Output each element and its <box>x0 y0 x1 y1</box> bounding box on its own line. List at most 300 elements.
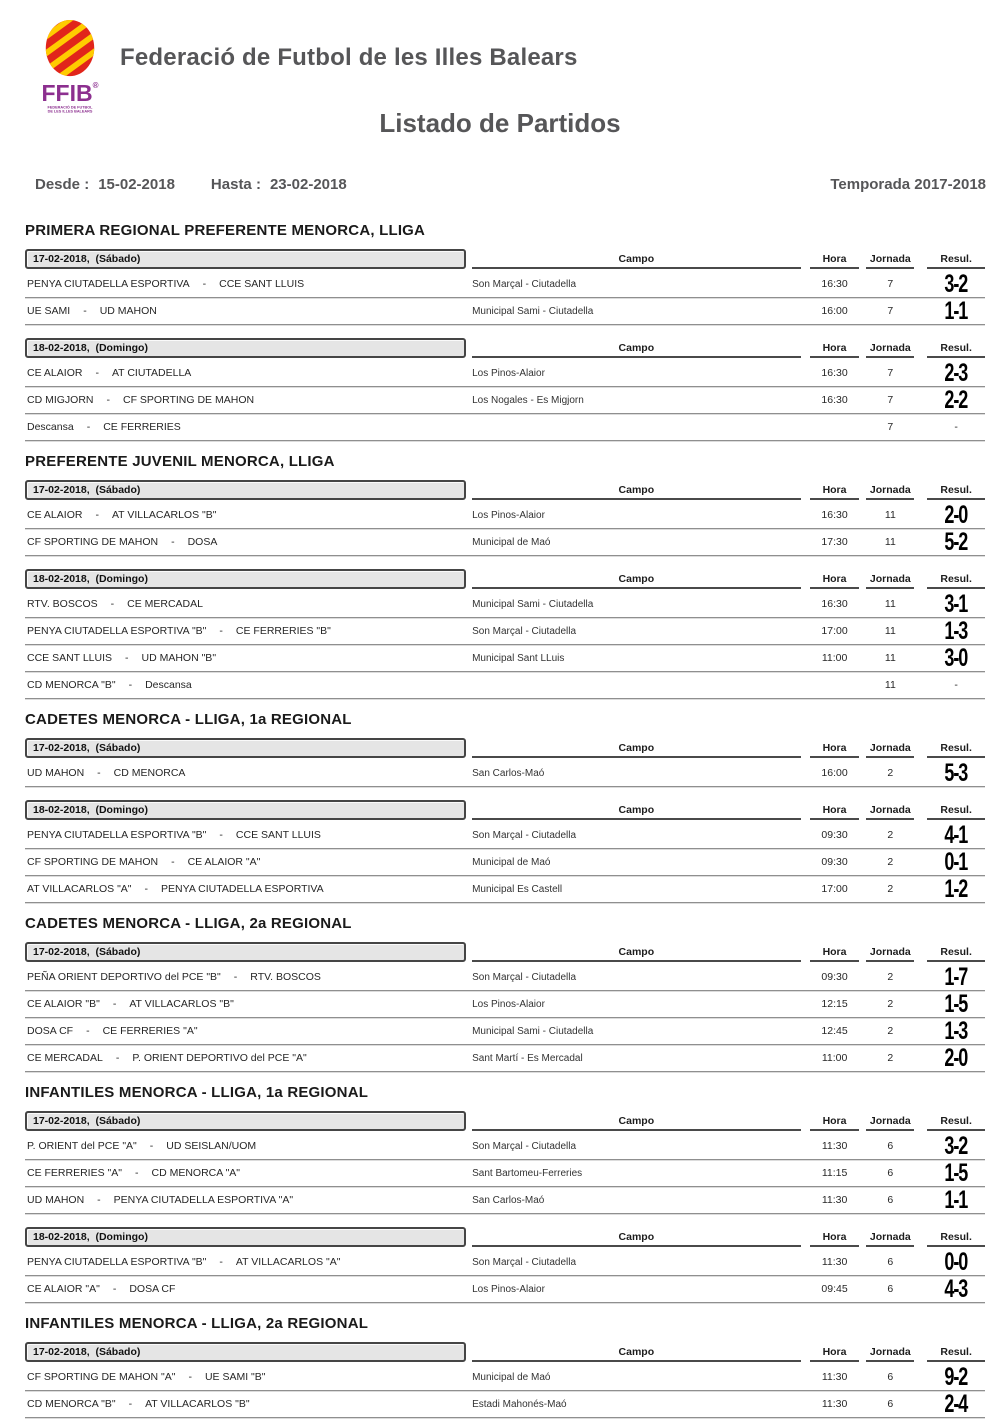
jornada-cell: 11 <box>884 679 896 691</box>
resul-cell <box>927 1187 985 1213</box>
date-box: 17-02-2018, (Sábado) <box>25 480 466 500</box>
result-score: 2-0 <box>944 1044 968 1072</box>
home-team: CD MENORCA "B" <box>27 679 116 691</box>
home-team: CD MIGJORN <box>27 394 94 406</box>
hora-cell: 11:00 <box>821 1052 848 1064</box>
away-team: UE SAMI "B" <box>204 1371 266 1383</box>
resul-column-header: Resul. <box>927 484 985 500</box>
section-title: INFANTILES MENORCA - LLIGA, 1a REGIONAL <box>25 1084 369 1101</box>
date-box: 18-02-2018, (Domingo) <box>25 1227 466 1247</box>
resul-column-header: Resul. <box>927 342 985 358</box>
table-row <box>25 502 985 529</box>
table-row <box>25 1133 985 1160</box>
table-header-row <box>25 799 985 820</box>
resul-cell <box>927 414 985 440</box>
result-score: 3-0 <box>944 644 968 672</box>
hora-column-header: Hora <box>810 253 860 269</box>
table-header-row <box>25 568 985 589</box>
match-cell <box>25 883 466 895</box>
away-team: UD SEISLAN/UOM <box>166 1140 257 1152</box>
table-header-row <box>25 737 985 758</box>
campo-cell: Municipal Es Castell <box>472 883 563 895</box>
table-header-row <box>25 941 985 962</box>
resul-cell <box>927 529 985 555</box>
table-row <box>25 849 985 876</box>
competition-section <box>25 1315 985 1418</box>
logo-subtext: FEDERACIÓ DE FUTBOL DE LES ILLES BALEARS <box>47 105 93 114</box>
table-row <box>25 591 985 618</box>
result-score: 1-3 <box>944 617 968 645</box>
vs-separator: - <box>115 1052 120 1064</box>
campo-column-header: Campo <box>472 573 801 589</box>
result-score: 3-2 <box>944 270 968 298</box>
vs-separator: - <box>219 625 223 637</box>
result-score: 0-0 <box>944 1248 968 1276</box>
campo-column-header: Campo <box>472 253 801 269</box>
hora-column-header: Hora <box>810 1115 860 1131</box>
result-score: 2-0 <box>944 501 968 529</box>
table-rows <box>25 591 985 699</box>
home-team: Descansa <box>27 421 74 433</box>
campo-cell: San Carlos-Maó <box>472 767 545 779</box>
result-score: 3-1 <box>944 590 968 618</box>
hora-column-header: Hora <box>810 946 860 962</box>
away-team: DOSA <box>187 536 218 548</box>
resul-cell <box>927 1276 985 1302</box>
section-tables <box>25 737 985 903</box>
hora-cell: 11:00 <box>821 652 848 664</box>
resul-column-header: Resul. <box>927 1346 985 1362</box>
campo-cell: Municipal Sami - Ciutadella <box>472 1025 594 1037</box>
result-score: 1-3 <box>944 1017 968 1045</box>
jornada-cell: 11 <box>884 625 896 637</box>
match-cell <box>25 1371 466 1383</box>
date-box: 17-02-2018, (Sábado) <box>25 249 466 269</box>
resul-cell <box>927 964 985 990</box>
vs-separator: - <box>106 394 110 406</box>
section-tables <box>25 479 985 699</box>
jornada-column-header: Jornada <box>866 946 914 962</box>
hora-cell: 11:30 <box>821 1194 848 1206</box>
match-cell <box>25 1140 466 1152</box>
home-team: CE FERRERIES "A" <box>27 1167 122 1179</box>
table-row <box>25 1187 985 1214</box>
result-score: 0-1 <box>944 848 968 876</box>
campo-cell: Son Marçal - Ciutadella <box>472 625 577 637</box>
match-cell <box>25 536 466 548</box>
away-team: CE FERRERIES <box>103 421 181 433</box>
table-row <box>25 645 985 672</box>
vs-separator: - <box>83 305 87 317</box>
section-title: INFANTILES MENORCA - LLIGA, 2a REGIONAL <box>25 1315 369 1332</box>
section-tables <box>25 248 985 441</box>
competition-section <box>25 1084 985 1303</box>
resul-cell <box>927 618 985 644</box>
section-title: PREFERENTE JUVENIL MENORCA, LLIGA <box>25 453 335 470</box>
away-team: CD MENORCA "A" <box>151 1167 241 1179</box>
match-cell <box>25 278 466 290</box>
hora-cell: 16:30 <box>821 278 848 290</box>
match-cell <box>25 971 466 983</box>
date-box: 17-02-2018, (Sábado) <box>25 1342 466 1362</box>
match-cell <box>25 998 466 1010</box>
hora-cell: 09:30 <box>821 856 848 868</box>
jornada-cell: 6 <box>887 1283 894 1295</box>
jornada-cell: 2 <box>887 998 894 1010</box>
hora-column-header: Hora <box>810 1346 860 1362</box>
hora-cell: 16:00 <box>821 305 848 317</box>
table-row <box>25 964 985 991</box>
resul-cell <box>927 1249 985 1275</box>
resul-cell <box>927 591 985 617</box>
table-row <box>25 414 985 441</box>
campo-cell: Los Pinos-Alaior <box>472 509 545 521</box>
table-rows <box>25 760 985 787</box>
hora-cell: 09:45 <box>821 1283 848 1295</box>
home-team: UE SAMI <box>27 305 71 317</box>
campo-cell: Los Pinos-Alaior <box>472 998 545 1010</box>
result-score: 3-2 <box>944 1132 968 1160</box>
table-row <box>25 360 985 387</box>
sections <box>0 194 1000 1418</box>
away-team: AT VILLACARLOS "B" <box>129 998 234 1010</box>
date-box: 18-02-2018, (Domingo) <box>25 800 466 820</box>
registered-mark: ® <box>92 81 99 90</box>
away-team: CE MERCADAL <box>127 598 203 610</box>
jornada-cell: 7 <box>887 394 894 406</box>
table-rows <box>25 1249 985 1303</box>
table-header-row <box>25 337 985 358</box>
away-team: AT CIUTADELLA <box>111 367 192 379</box>
campo-cell: Son Marçal - Ciutadella <box>472 1256 577 1268</box>
hora-cell: 11:30 <box>821 1140 848 1152</box>
hora-cell: 16:30 <box>821 367 848 379</box>
result-score: 4-1 <box>944 821 968 849</box>
vs-separator: - <box>188 1371 192 1383</box>
resul-cell <box>927 387 985 413</box>
result-score: 9-2 <box>944 1363 968 1391</box>
jornada-column-header: Jornada <box>866 342 914 358</box>
resul-cell <box>927 1391 985 1417</box>
result-score: 1-5 <box>944 990 968 1018</box>
jornada-cell: 6 <box>887 1371 894 1383</box>
match-cell <box>25 509 466 521</box>
match-cell <box>25 1194 466 1206</box>
section-tables <box>25 1110 985 1303</box>
resul-cell <box>927 991 985 1017</box>
home-team: UD MAHON <box>27 767 85 779</box>
jornada-cell: 6 <box>887 1398 894 1410</box>
home-team: PEÑA ORIENT DEPORTIVO del PCE "B" <box>27 971 221 983</box>
campo-column-header: Campo <box>472 342 801 358</box>
match-table <box>25 1110 985 1214</box>
table-rows <box>25 1133 985 1214</box>
resul-column-header: Resul. <box>927 253 985 269</box>
table-header-row <box>25 1110 985 1131</box>
vs-separator: - <box>110 598 115 610</box>
vs-separator: - <box>112 1283 117 1295</box>
result-score: 4-3 <box>944 1275 968 1303</box>
table-row <box>25 1249 985 1276</box>
away-team: AT VILLACARLOS "B" <box>145 1398 250 1410</box>
match-cell <box>25 1167 466 1179</box>
resul-cell <box>927 849 985 875</box>
table-row <box>25 298 985 325</box>
campo-cell: Sant Martí - Es Mercadal <box>472 1052 583 1064</box>
campo-column-header: Campo <box>472 742 801 758</box>
vs-separator: - <box>149 1140 154 1152</box>
jornada-cell: 6 <box>887 1140 894 1152</box>
result-score: - <box>954 421 958 433</box>
result-score: 1-2 <box>944 875 968 903</box>
hora-column-header: Hora <box>810 742 860 758</box>
match-table <box>25 568 985 699</box>
result-score: 1-1 <box>944 297 968 325</box>
vs-separator: - <box>171 856 175 868</box>
campo-cell: Municipal Sami - Ciutadella <box>472 305 594 317</box>
home-team: CE ALAIOR "A" <box>27 1283 100 1295</box>
jornada-column-header: Jornada <box>866 573 914 589</box>
match-cell <box>25 1398 466 1410</box>
resul-column-header: Resul. <box>927 946 985 962</box>
match-cell <box>25 652 466 664</box>
jornada-cell: 2 <box>887 829 894 841</box>
away-team: CE ALAIOR "A" <box>187 856 261 868</box>
resul-cell <box>927 360 985 386</box>
table-row <box>25 1045 985 1072</box>
competition-section <box>25 222 985 441</box>
result-score: - <box>954 679 958 691</box>
campo-cell: Estadi Mahonés-Maó <box>472 1398 567 1410</box>
jornada-cell: 7 <box>887 367 894 379</box>
vs-separator: - <box>128 1398 133 1410</box>
home-team: CF SPORTING DE MAHON "A" <box>27 1371 176 1383</box>
table-row <box>25 529 985 556</box>
date-box: 18-02-2018, (Domingo) <box>25 338 466 358</box>
date-range <box>35 176 347 194</box>
resul-column-header: Resul. <box>927 1231 985 1247</box>
campo-cell: Los Pinos-Alaior <box>472 1283 545 1295</box>
hora-cell: 16:30 <box>821 394 848 406</box>
match-table <box>25 799 985 903</box>
match-cell <box>25 856 466 868</box>
away-team: PENYA CIUTADELLA ESPORTIVA <box>161 883 324 895</box>
campo-column-header: Campo <box>472 1346 801 1362</box>
desde-label: Desde : <box>35 176 90 193</box>
table-rows <box>25 1364 985 1418</box>
match-cell <box>25 305 466 317</box>
resul-column-header: Resul. <box>927 573 985 589</box>
away-team: DOSA CF <box>129 1283 176 1295</box>
vs-separator: - <box>95 367 99 379</box>
campo-cell: Son Marçal - Ciutadella <box>472 1140 577 1152</box>
report-header <box>0 0 1000 160</box>
away-team: Descansa <box>145 679 192 691</box>
hora-cell: 16:00 <box>821 767 848 779</box>
home-team: DOSA CF <box>27 1025 74 1037</box>
table-row <box>25 271 985 298</box>
section-tables <box>25 941 985 1072</box>
vs-separator: - <box>202 278 207 290</box>
match-table <box>25 737 985 787</box>
hora-cell: 12:15 <box>821 998 848 1010</box>
hora-cell: 12:45 <box>821 1025 848 1037</box>
table-row <box>25 991 985 1018</box>
competition-section <box>25 453 985 699</box>
jornada-column-header: Jornada <box>866 804 914 820</box>
table-row <box>25 760 985 787</box>
home-team: CE ALAIOR <box>27 367 83 379</box>
home-team: PENYA CIUTADELLA ESPORTIVA "B" <box>27 829 207 841</box>
jornada-cell: 11 <box>884 509 896 521</box>
jornada-cell: 2 <box>887 1052 894 1064</box>
away-team: CE FERRERIES "A" <box>102 1025 198 1037</box>
table-row <box>25 618 985 645</box>
section-title: PRIMERA REGIONAL PREFERENTE MENORCA, LLIGA <box>25 222 426 239</box>
competition-section <box>25 915 985 1072</box>
result-score: 1-1 <box>944 1186 968 1214</box>
match-cell <box>25 367 466 379</box>
campo-cell: Municipal Sami - Ciutadella <box>472 598 594 610</box>
section-title: CADETES MENORCA - LLIGA, 1a REGIONAL <box>25 711 352 728</box>
result-score: 5-3 <box>944 759 968 787</box>
hora-cell: 11:30 <box>821 1371 848 1383</box>
hora-cell: 09:30 <box>821 971 848 983</box>
resul-cell <box>927 1133 985 1159</box>
vs-separator: - <box>219 1256 223 1268</box>
result-score: 2-2 <box>944 386 968 414</box>
vs-separator: - <box>86 1025 90 1037</box>
vs-separator: - <box>171 536 175 548</box>
date-box: 18-02-2018, (Domingo) <box>25 569 466 589</box>
campo-cell: Son Marçal - Ciutadella <box>472 278 577 290</box>
away-team: CE FERRERIES "B" <box>235 625 331 637</box>
table-row <box>25 1276 985 1303</box>
vs-separator: - <box>144 883 149 895</box>
jornada-cell: 11 <box>884 598 896 610</box>
resul-cell <box>927 1160 985 1186</box>
match-cell <box>25 767 466 779</box>
match-cell <box>25 421 466 433</box>
campo-cell: Sant Bartomeu-Ferreries <box>472 1167 583 1179</box>
campo-cell: Municipal Sant LLuis <box>472 652 565 664</box>
hora-cell: 11:15 <box>821 1167 848 1179</box>
home-team: RTV. BOSCOS <box>27 598 98 610</box>
resul-column-header: Resul. <box>927 742 985 758</box>
date-box: 17-02-2018, (Sábado) <box>25 738 466 758</box>
campo-cell: San Carlos-Maó <box>472 1194 545 1206</box>
result-score: 1-7 <box>944 963 968 991</box>
vs-separator: - <box>219 829 223 841</box>
jornada-column-header: Jornada <box>866 484 914 500</box>
resul-cell <box>927 760 985 786</box>
campo-cell: Los Pinos-Alaior <box>472 367 545 379</box>
table-row <box>25 822 985 849</box>
result-score: 2-3 <box>944 359 968 387</box>
home-team: AT VILLACARLOS "A" <box>27 883 132 895</box>
hora-cell: 17:30 <box>821 536 848 548</box>
jornada-cell: 2 <box>887 883 894 895</box>
campo-cell: Son Marçal - Ciutadella <box>472 971 577 983</box>
striped-ball-icon <box>39 18 101 80</box>
resul-cell <box>927 298 985 324</box>
hora-cell: 11:30 <box>821 1256 848 1268</box>
jornada-cell: 7 <box>887 278 894 290</box>
away-team: AT VILLACARLOS "A" <box>235 1256 341 1268</box>
campo-column-header: Campo <box>472 1231 801 1247</box>
away-team: CCE SANT LLUIS <box>219 278 305 290</box>
match-cell <box>25 679 466 691</box>
hasta-label: Hasta : <box>210 176 261 193</box>
hora-column-header: Hora <box>810 573 860 589</box>
away-team: UD MAHON "B" <box>141 652 217 664</box>
result-score: 2-4 <box>944 1390 968 1418</box>
hora-column-header: Hora <box>810 1231 860 1247</box>
resul-column-header: Resul. <box>927 804 985 820</box>
vs-separator: - <box>95 509 99 521</box>
table-row <box>25 1018 985 1045</box>
table-header-row <box>25 1226 985 1247</box>
match-cell <box>25 1052 466 1064</box>
resul-cell <box>927 1018 985 1044</box>
jornada-column-header: Jornada <box>866 1231 914 1247</box>
result-score: 5-2 <box>944 528 968 556</box>
campo-column-header: Campo <box>472 484 801 500</box>
hora-cell: 16:30 <box>821 509 848 521</box>
date-box: 17-02-2018, (Sábado) <box>25 942 466 962</box>
jornada-cell: 6 <box>887 1194 894 1206</box>
hora-cell: 16:30 <box>821 598 848 610</box>
jornada-cell: 11 <box>884 536 896 548</box>
match-cell <box>25 1025 466 1037</box>
match-table <box>25 479 985 556</box>
campo-column-header: Campo <box>472 1115 801 1131</box>
match-table <box>25 1341 985 1418</box>
result-score: 1-5 <box>944 1159 968 1187</box>
home-team: CE ALAIOR "B" <box>27 998 100 1010</box>
away-team: CD MENORCA <box>113 767 186 779</box>
jornada-column-header: Jornada <box>866 1346 914 1362</box>
campo-column-header: Campo <box>472 804 801 820</box>
match-table <box>25 1226 985 1303</box>
campo-cell: Son Marçal - Ciutadella <box>472 829 577 841</box>
vs-separator: - <box>233 971 238 983</box>
match-table <box>25 248 985 325</box>
resul-cell <box>927 502 985 528</box>
away-team: P. ORIENT DEPORTIVO del PCE "A" <box>132 1052 307 1064</box>
jornada-cell: 2 <box>887 767 894 779</box>
date-range-bar <box>35 176 986 194</box>
home-team: CE ALAIOR <box>27 509 83 521</box>
vs-separator: - <box>125 652 129 664</box>
resul-cell <box>927 672 985 698</box>
jornada-cell: 7 <box>887 305 894 317</box>
home-team: CF SPORTING DE MAHON <box>27 856 159 868</box>
table-rows <box>25 964 985 1072</box>
table-rows <box>25 822 985 903</box>
jornada-cell: 6 <box>887 1256 894 1268</box>
home-team: CD MENORCA "B" <box>27 1398 116 1410</box>
vs-separator: - <box>97 767 101 779</box>
home-team: UD MAHON <box>27 1194 85 1206</box>
section-tables <box>25 1341 985 1418</box>
hora-column-header: Hora <box>810 804 860 820</box>
table-row <box>25 672 985 699</box>
table-row <box>25 387 985 414</box>
vs-separator: - <box>86 421 91 433</box>
logo-acronym: FFIB® <box>41 80 99 106</box>
table-header-row <box>25 479 985 500</box>
